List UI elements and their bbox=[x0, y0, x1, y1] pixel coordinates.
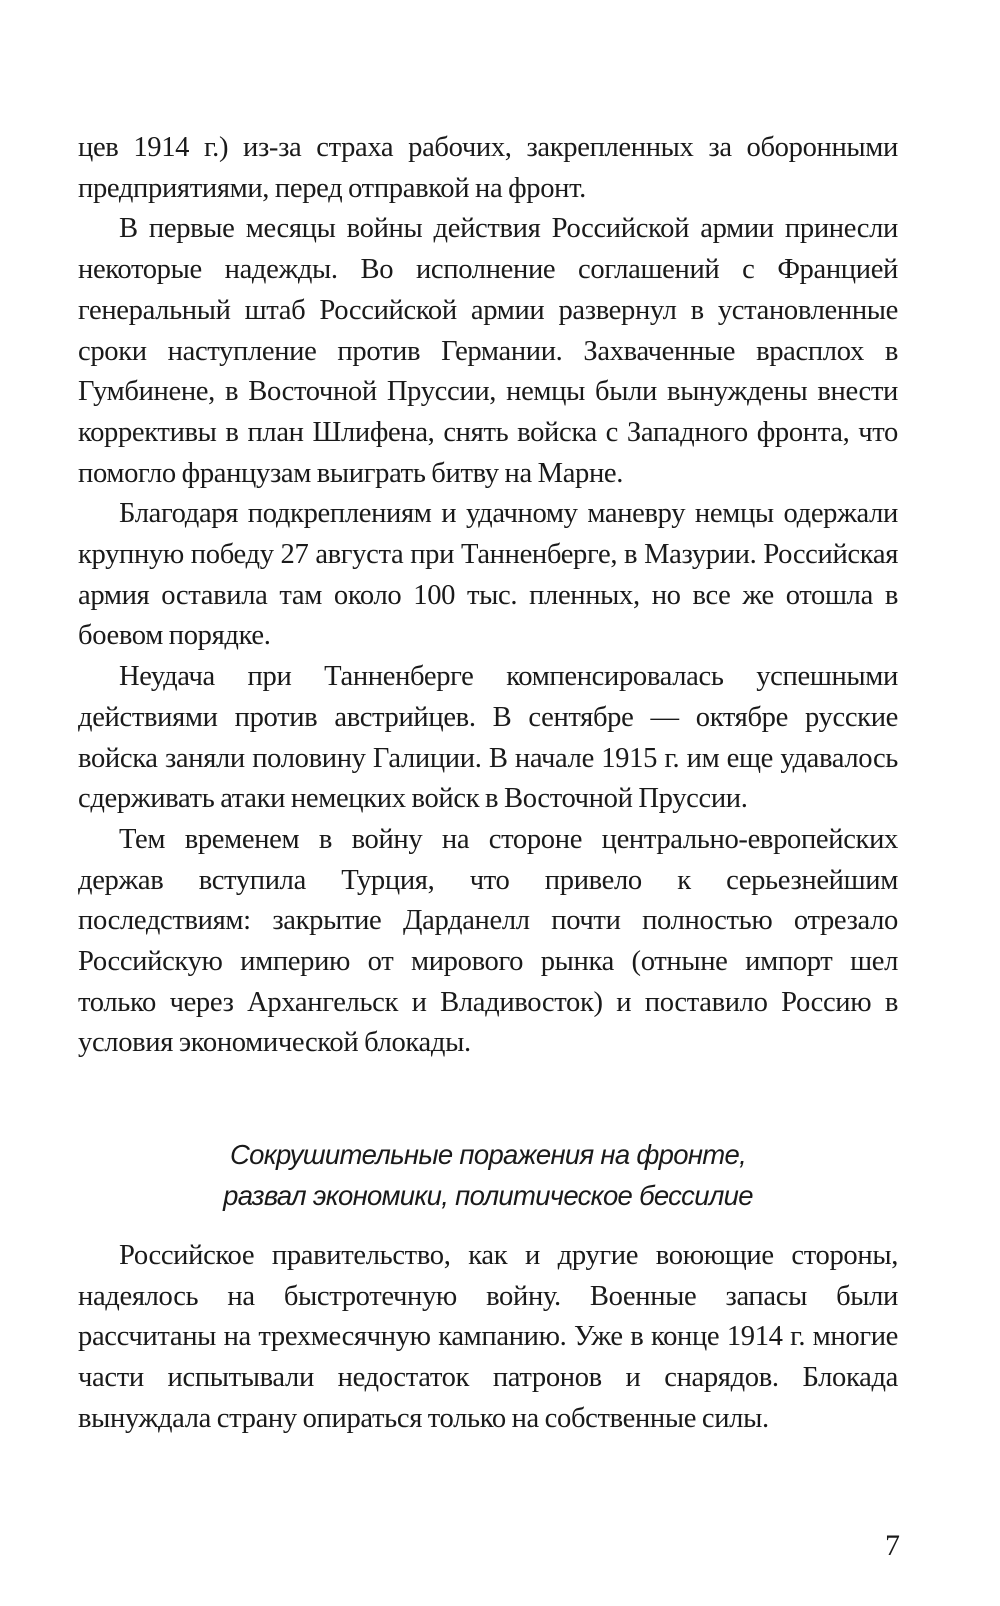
section-heading-line: Сокрушительные поражения на фронте, bbox=[229, 1139, 747, 1170]
body-text bbox=[78, 128, 898, 1064]
paragraph: Неудача при Танненберге компенсировалась успешными действиями против австрийцев. В сентябре — октябре русские войска заняли половину Галиции. В начале 1915 г. им еще удавалось сдерживать атаки немецких войск в Восточной Пруссии. bbox=[78, 661, 898, 815]
paragraph: Российское правительство, как и другие воюющие стороны, надеялось на быстротечную войну. Военные запасы были рассчитаны на трехмесячную кампанию. Уже в конце 1914 г. многие части испытывали недостаток патронов и снарядов. Блокада вынуждала страну опираться только на собственные силы. bbox=[78, 1240, 898, 1434]
section-heading-line: развал экономики, политическое бессилие bbox=[223, 1180, 753, 1211]
paragraph: Тем временем в войну на стороне центрально-европейских держав вступила Турция, что привело к серьезнейшим последствиям: закрытие Дарданелл почти полностью отрезало Российскую империю от мирового рынка (отныне импорт шел только через Архангельск и Владивосток) и поставило Россию в условия экономической блокады. bbox=[78, 823, 898, 1059]
paragraph: цев 1914 г.) из-за страха рабочих, закрепленных за оборонными предприятиями, перед отправкой на фронт. bbox=[78, 132, 898, 204]
paragraph: Благодаря подкреплениям и удачному маневру немцы одержали крупную победу 27 августа при Танненберге, в Мазурии. Российская армия оставила там около 100 тыс. пленных, но все же отошла в боевом порядке. bbox=[78, 498, 898, 652]
section-heading bbox=[78, 1134, 898, 1216]
section-body-text bbox=[78, 1236, 898, 1440]
page-number: 7 bbox=[885, 1529, 900, 1562]
paragraph: В первые месяцы войны действия Российской армии принесли некоторые надежды. Во исполнение соглашений с Францией генеральный штаб Российской армии развернул в установленные сроки наступление против Германии. Захваченные врасплох в Гумбинене, в Восточной Пруссии, немцы были вынуждены внести коррективы в план Шлифена, снять войска с Западного фронта, что помогло французам выиграть битву на Марне. bbox=[78, 213, 898, 489]
